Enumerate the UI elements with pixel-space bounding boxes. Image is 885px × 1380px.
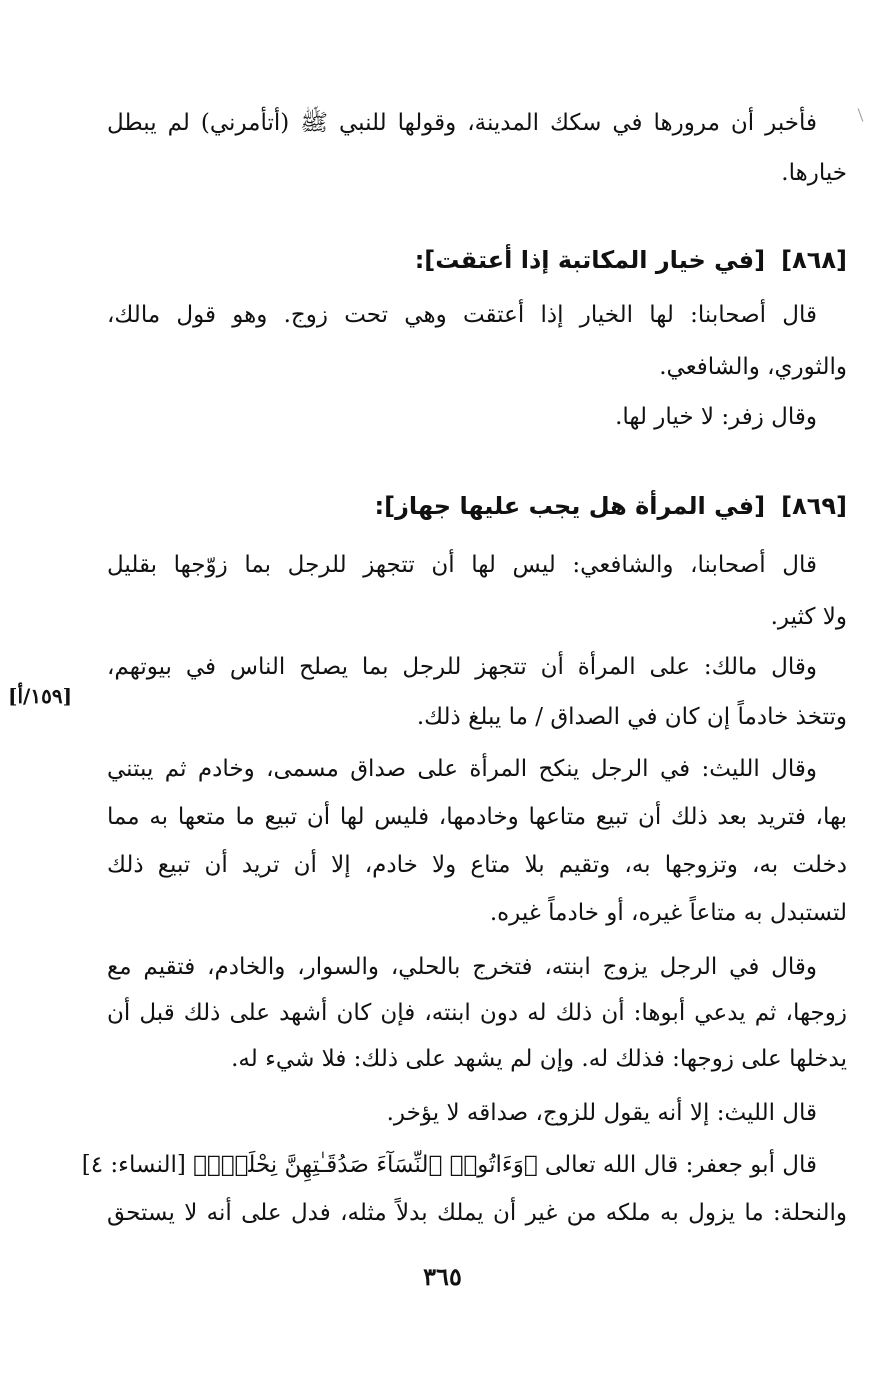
section-869-para3-line-4: لتستبدل به متاعاً غيره، أو خادماً غيره.	[489, 900, 847, 926]
section-869-para6-line-2: والنحلة: ما يزول به ملكه من غير أن يملك بدلاً مثله، فدل على أنه لا يستحق	[107, 1200, 847, 1226]
section-869-para2-line-1: وقال مالك: على المرأة أن تتجهز للرجل بما يصلح الناس في بيوتهم،	[107, 654, 817, 680]
intro-line-1: فأخبر أن مرورها في سكك المدينة، وقولها للنبي ﷺ (أتأمرني) لم يبطل	[107, 110, 817, 136]
section-868-heading	[415, 242, 847, 278]
page-number: ٣٦٥	[423, 1262, 462, 1291]
section-869-para3-line-3: دخلت به، وتزوجها به، وتقيم بلا متاع ولا خادم، إلا أن تريد أن تبيع ذلك	[107, 852, 847, 878]
section-868-title: [في خيار المكاتبة إذا أعتقت]:	[414, 246, 766, 274]
section-869-para4-line-3: يدخلها على زوجها: فذلك له. وإن لم يشهد على ذلك: فلا شيء له.	[231, 1046, 847, 1072]
intro-line-2: خيارها.	[781, 160, 847, 186]
margin-folio-reference: [١٥٩/أ]	[8, 684, 73, 708]
section-869-title: [في المرأة هل يجب عليها جهاز]:	[374, 492, 766, 520]
section-869-para1-line-2: ولا كثير.	[770, 604, 847, 630]
section-868-number: [٨٦٨]	[781, 246, 847, 274]
section-868-line-2: والثوري، والشافعي.	[659, 354, 847, 380]
section-869-para2-line-2: وتتخذ خادماً إن كان في الصداق / ما يبلغ ذلك.	[416, 704, 847, 730]
section-869-heading	[375, 488, 847, 524]
scan-mark	[858, 108, 864, 121]
section-869-para6-line-1: قال أبو جعفر: قال الله تعالى ﴿وَءَاتُوا۟ ٱلنِّسَآءَ صَدُقَـٰتِهِنَّ نِحْلَةًۚ﴾ [النساء: ٤]	[81, 1152, 817, 1178]
section-869-number: [٨٦٩]	[781, 492, 847, 520]
section-868-line-1: قال أصحابنا: لها الخيار إذا أعتقت وهي تحت زوج. وهو قول مالك،	[107, 302, 817, 328]
section-869-para4-line-1: وقال في الرجل يزوج ابنته، فتخرج بالحلي، والسوار، والخادم، فتقيم مع	[107, 954, 817, 980]
section-869-para5-line-1: قال الليث: إلا أنه يقول للزوج، صداقه لا يؤخر.	[386, 1100, 817, 1126]
section-868-line-3: وقال زفر: لا خيار لها.	[615, 404, 817, 430]
section-869-para3-line-2: بها، فتريد بعد ذلك أن تبيع متاعها وخادمها، فليس لها أن تبيع ما متعها به مما	[107, 804, 847, 830]
section-869-para1-line-1: قال أصحابنا، والشافعي: ليس لها أن تتجهز للرجل بما زوّجها بقليل	[107, 552, 817, 578]
section-869-para4-line-2: زوجها، ثم يدعي أبوها: أن ذلك له دون ابنته، فإن كان أشهد على ذلك قبل أن	[107, 1000, 847, 1026]
section-869-para3-line-1: وقال الليث: في الرجل ينكح المرأة على صداق مسمى، وخادم ثم يبتني	[107, 756, 817, 782]
